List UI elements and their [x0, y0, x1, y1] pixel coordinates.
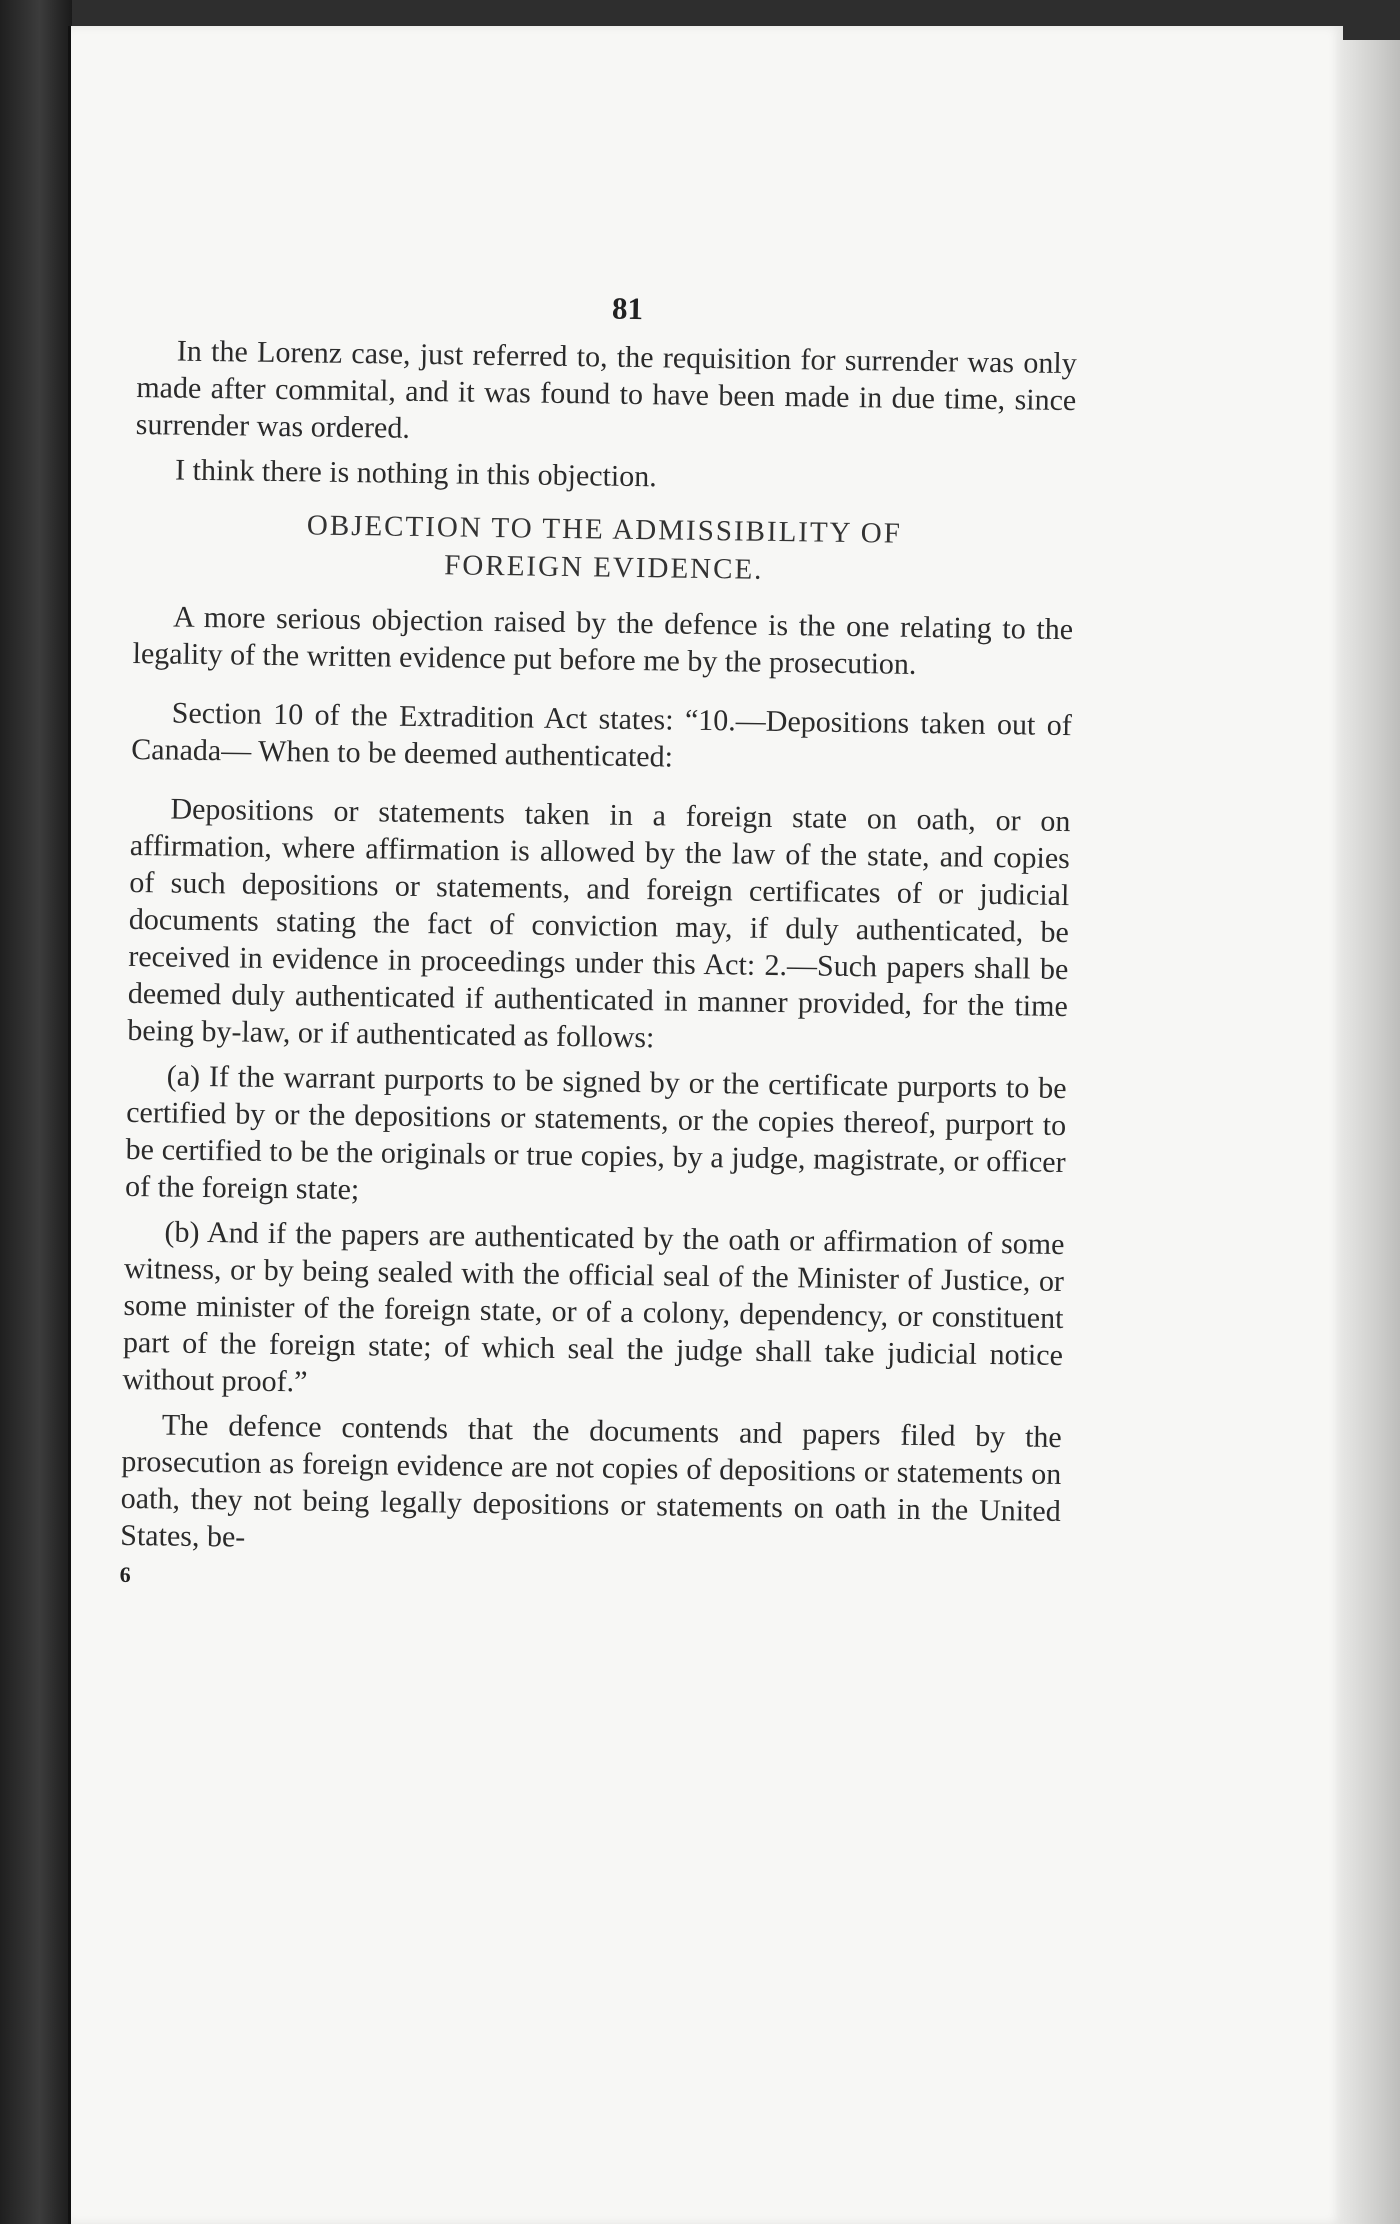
section-heading-line-2: FOREIGN EVIDENCE.	[444, 549, 764, 586]
signature-mark: 6	[119, 1561, 131, 1588]
page-text-block	[120, 268, 1078, 1601]
previous-page-edge	[0, 0, 72, 2224]
paragraph-clause-b: (b) And if the papers are authenticated by the oath or affirmation of some witness, or by being sealed with the official seal of the Minister of Justice, or some minister of the foreign state, or of a colony, dependency, or constituent part of the foreign state; of which seal the judge shall take judicial notice without proof.”	[122, 1215, 1065, 1399]
paragraph-clause-a: (a) If the warrant purports to be signed by or the certificate purports to be certified by or the depositions or statements, or the copies thereof, purport to be certified to be the originals or true copies, by a judge, magistrate, or officer of the foreign state;	[124, 1059, 1067, 1207]
paragraph-no-objection: I think there is nothing in this objection.	[174, 453, 657, 494]
paragraph-section-10: Section 10 of the Extradition Act states: “10.—Depositions taken out of Canada— When to be deemed authenticated:	[131, 696, 1072, 774]
page-number: 81	[611, 290, 644, 327]
paragraph-lorenz-case: In the Lorenz case, just referred to, the requisition for surrender was only made after commital, and it was found to have been made in due time, since surrender was ordered.	[135, 334, 1077, 445]
section-heading	[134, 504, 1075, 593]
paragraph-depositions: Depositions or statements taken in a foreign state on oath, or on affirmation, where affirmation is allowed by the law of the state, and copies of such depositions or statements, and foreign certificates of or judicial documents stating the fact of conviction may, if duly authenticated, be received in evidence in proceedings under this Act: 2.—Such papers shall be deemed duly authenticated if authenticated in manner provided, for the time being by-law, or if authenticated as follows:	[127, 792, 1071, 1055]
section-heading-line-1: OBJECTION TO THE ADMISSIBILITY OF	[306, 509, 903, 550]
page-right-edge	[1338, 40, 1400, 2224]
paragraph-serious-objection: A more serious objection raised by the defence is the one relating to the legality of the written evidence put before me by the prosecution.	[132, 600, 1074, 681]
paragraph-defence-contends: The defence contends that the documents and papers filed by the prosecution as foreign evidence are not copies of depositions or statements on oath, they not being legally depositions or statements on oath in the United States, be-	[120, 1408, 1062, 1554]
